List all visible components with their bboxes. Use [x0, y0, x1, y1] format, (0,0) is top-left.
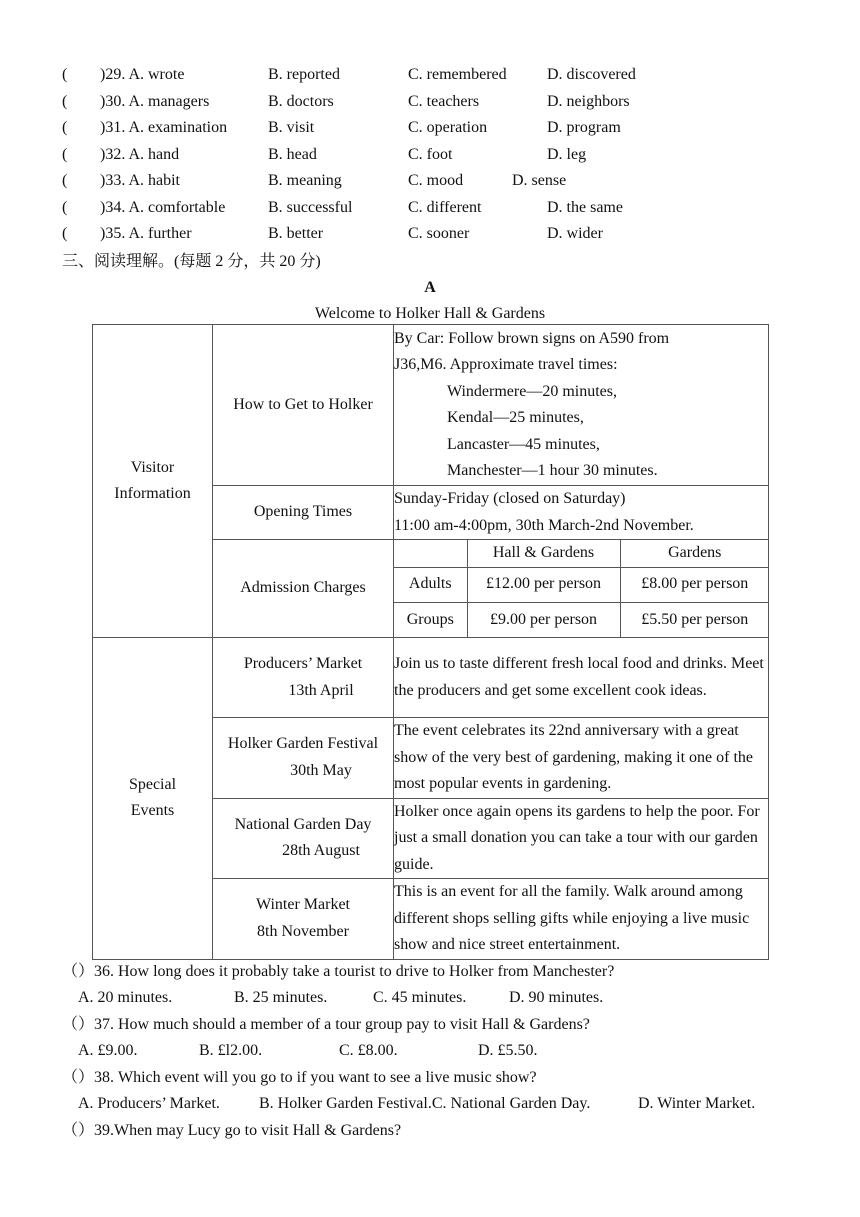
option-c: C. mood	[408, 172, 464, 189]
option-c: C. foot	[408, 146, 453, 163]
passage-letter: A	[424, 279, 436, 296]
option-d[interactable]: D. 90 minutes.	[509, 989, 604, 1006]
opening-times-label: Opening Times	[213, 486, 394, 540]
event-name: National Garden Day	[234, 815, 372, 833]
event-date: 30th May	[290, 761, 352, 779]
option-a[interactable]: A. Producers’ Market.	[78, 1095, 220, 1112]
charges-value: £8.00 per person	[620, 567, 769, 602]
answer-blank[interactable]: (	[62, 225, 68, 242]
option-c: C. operation	[408, 119, 488, 136]
charges-row-label: Adults	[394, 567, 467, 602]
event-producers-market	[213, 638, 394, 718]
option-d: D. discovered	[547, 66, 636, 83]
option-a: )32. A. hand	[100, 146, 180, 163]
option-c: C. teachers	[408, 93, 480, 110]
table-title: Welcome to Holker Hall & Gardens	[314, 305, 546, 322]
option-b: B. meaning	[268, 172, 342, 189]
opening-times-value	[394, 486, 769, 540]
option-b: B. doctors	[268, 93, 334, 110]
special-events-cell	[93, 638, 213, 960]
option-b: B. reported	[268, 66, 340, 83]
event-description: This is an event for all the family. Walk around among different shops selling gifts while enjoying a live music show and nice street entertainment.	[394, 879, 769, 960]
travel-time-windermere: Windermere—20 minutes,	[447, 382, 617, 400]
option-a: )30. A. managers	[100, 93, 210, 110]
option-b[interactable]: B. £l2.00.	[199, 1042, 263, 1059]
question-38: （）38. Which event will you go to if you want to see a live music show?	[62, 1069, 537, 1086]
event-date: 8th November	[257, 922, 349, 940]
question-36: （）36. How long does it probably take a tourist to drive to Holker from Manchester?	[62, 963, 615, 980]
option-c[interactable]: C. 45 minutes.	[373, 989, 467, 1006]
option-d: D. wider	[547, 225, 603, 242]
special-events-label: Special Events	[128, 775, 177, 820]
question-39: （）39.When may Lucy go to visit Hall & Gardens?	[62, 1122, 402, 1139]
travel-time-manchester: Manchester—1 hour 30 minutes.	[447, 462, 658, 479]
option-b: B. better	[268, 225, 324, 242]
charges-header-hall-gardens: Hall & Gardens	[467, 540, 620, 567]
directions-line: J36,M6. Approximate travel times:	[394, 356, 618, 373]
admission-charges-label: Admission Charges	[213, 540, 394, 638]
event-date: 28th August	[282, 842, 360, 860]
option-d[interactable]: D. Winter Market.	[638, 1095, 756, 1112]
option-b: B. visit	[268, 119, 315, 136]
option-a: )34. A. comfortable	[100, 199, 226, 216]
option-d[interactable]: D. £5.50.	[478, 1042, 538, 1059]
option-b: B. head	[268, 146, 317, 163]
answer-blank[interactable]: (	[62, 119, 68, 136]
option-d: D. the same	[547, 199, 623, 216]
option-d: D. sense	[512, 172, 567, 189]
event-national-garden-day	[213, 798, 394, 879]
answer-blank[interactable]: (	[62, 93, 68, 110]
event-description: The event celebrates its 22nd anniversary with a great show of the very best of gardening, making it one of the most popular events in gardening.	[394, 718, 769, 799]
how-to-get-label: How to Get to Holker	[213, 325, 394, 486]
option-c: C. different	[408, 199, 482, 216]
how-to-get-directions	[394, 325, 769, 486]
option-c: C. sooner	[408, 225, 470, 242]
opening-hours: 11:00 am-4:00pm, 30th March-2nd November.	[394, 516, 694, 534]
answer-blank[interactable]: (	[62, 66, 68, 83]
option-b-c[interactable]: B. Holker Garden Festival.C. National Garden Day.	[259, 1095, 591, 1112]
question-37: （）37. How much should a member of a tour group pay to visit Hall & Gardens?	[62, 1016, 590, 1033]
event-description: Join us to taste different fresh local food and drinks. Meet the producers and get some excellent cook ideas.	[394, 638, 769, 718]
event-date: 13th April	[288, 681, 354, 699]
option-c[interactable]: C. £8.00.	[339, 1042, 398, 1059]
option-a: )31. A. examination	[100, 119, 228, 136]
event-name: Producers’ Market	[243, 655, 363, 672]
admission-charges-cell	[394, 540, 769, 638]
directions-line: By Car: Follow brown signs on A590 from	[394, 329, 670, 347]
option-b[interactable]: B. 25 minutes.	[234, 989, 328, 1006]
option-c: C. remembered	[408, 66, 507, 83]
charges-row-label: Groups	[394, 602, 467, 637]
option-a: )29. A. wrote	[100, 66, 185, 83]
admission-charges-table	[394, 540, 769, 637]
charges-value: £5.50 per person	[620, 602, 769, 637]
answer-blank[interactable]: (	[62, 146, 68, 163]
event-holker-garden-festival	[213, 718, 394, 799]
visitor-information-label: Visitor Information	[114, 458, 191, 502]
event-description: Holker once again opens its gardens to help the poor. For just a small donation you can take a tour with our garden guide.	[394, 798, 769, 879]
visitor-information-cell	[93, 325, 213, 638]
travel-time-lancaster: Lancaster—45 minutes,	[447, 435, 600, 453]
charges-header-gardens: Gardens	[620, 540, 769, 567]
event-name: Winter Market	[256, 896, 350, 914]
option-a[interactable]: A. 20 minutes.	[78, 989, 173, 1006]
option-d: D. leg	[547, 146, 587, 163]
travel-time-kendal: Kendal—25 minutes,	[447, 409, 584, 426]
option-b: B. successful	[268, 199, 353, 216]
holker-info-table	[92, 324, 769, 960]
section-heading: 三、阅读理解。(每题 2 分，共 20 分)	[62, 253, 321, 270]
charges-value: £12.00 per person	[467, 567, 620, 602]
event-winter-market	[213, 879, 394, 960]
option-d: D. neighbors	[547, 93, 630, 110]
option-a[interactable]: A. £9.00.	[78, 1042, 138, 1059]
opening-days: Sunday-Friday (closed on Saturday)	[394, 490, 626, 507]
option-a: )35. A. further	[100, 225, 192, 242]
option-a: )33. A. habit	[100, 172, 180, 189]
option-d: D. program	[547, 119, 621, 136]
answer-blank[interactable]: (	[62, 172, 68, 189]
charges-value: £9.00 per person	[467, 602, 620, 637]
event-name: Holker Garden Festival	[227, 735, 379, 753]
answer-blank[interactable]: (	[62, 199, 68, 216]
charges-header-blank	[394, 540, 467, 567]
